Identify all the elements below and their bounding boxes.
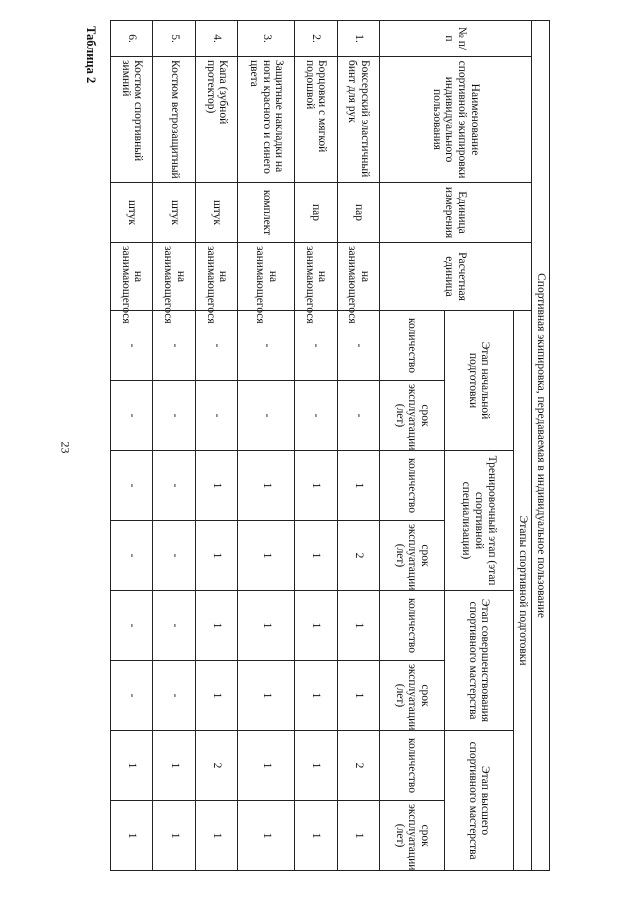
row-name: Костюм спортивный зимний [111, 57, 154, 183]
row-value: 2 [195, 731, 237, 801]
row-value: - [337, 381, 379, 451]
header-stage-1: Этап начальной подготовки [444, 311, 513, 451]
sub-term: срок эксплуатации (лет) [380, 661, 445, 731]
row-value: - [153, 521, 195, 591]
row-value: 1 [337, 801, 379, 871]
row-unit: штук [153, 183, 195, 243]
sub-qty: количество [380, 731, 445, 801]
row-value: 1 [295, 591, 337, 661]
row-value: 2 [337, 521, 379, 591]
page-number: 23 [58, 441, 73, 454]
table-row [153, 21, 195, 871]
row-value: 1 [195, 591, 237, 661]
row-value: 1 [337, 591, 379, 661]
row-calc: на занимающегося [195, 243, 237, 311]
header-stages-title: Этапы спортивной подготовки [513, 311, 531, 871]
row-name: Борцовки с мягкой подошвой [295, 57, 337, 183]
row-value: 1 [238, 451, 295, 521]
row-name: Капа (зубной протектор) [195, 57, 237, 183]
row-name: Защитные накладки на ноги красного и синего цвета [238, 57, 295, 183]
row-value: 1 [111, 731, 154, 801]
row-calc: на занимающегося [337, 243, 379, 311]
row-value: 1 [238, 591, 295, 661]
table-row [111, 21, 154, 871]
sub-qty: количество [380, 591, 445, 661]
row-value: - [111, 311, 154, 381]
header-unit: Единица измерения [380, 183, 532, 243]
row-unit: штук [111, 183, 154, 243]
row-value: 1 [195, 801, 237, 871]
row-value: - [195, 311, 237, 381]
row-value: 1 [295, 451, 337, 521]
row-number: 2. [295, 21, 337, 57]
row-value: - [111, 661, 154, 731]
sub-qty: количество [380, 451, 445, 521]
table-rotated-wrapper [110, 20, 550, 870]
row-value: - [111, 591, 154, 661]
row-calc: на занимающегося [111, 243, 154, 311]
row-value: - [153, 661, 195, 731]
table-row [295, 21, 337, 871]
row-calc: на занимающегося [238, 243, 295, 311]
sub-term: срок эксплуатации (лет) [380, 521, 445, 591]
row-number: 3. [238, 21, 295, 57]
table-label: Таблица 2 [84, 26, 98, 84]
row-value: 1 [195, 451, 237, 521]
row-unit: пар [295, 183, 337, 243]
row-unit: пар [337, 183, 379, 243]
row-value: 1 [195, 521, 237, 591]
row-value: 1 [111, 801, 154, 871]
sub-term: срок эксплуатации (лет) [380, 381, 445, 451]
row-name: Костюм ветрозащитный [153, 57, 195, 183]
row-value: - [153, 451, 195, 521]
row-value: 1 [153, 731, 195, 801]
row-value: 1 [153, 801, 195, 871]
row-value: 1 [238, 801, 295, 871]
row-number: 5. [153, 21, 195, 57]
row-value: - [153, 311, 195, 381]
row-value: 1 [295, 521, 337, 591]
row-value: - [337, 311, 379, 381]
header-stage-4: Этап высшего спортивного мастерства [444, 731, 513, 871]
row-value: - [111, 521, 154, 591]
row-value: 2 [337, 731, 379, 801]
header-stage-3: Этап совершенствования спортивного мастерства [444, 591, 513, 731]
equipment-table [110, 20, 550, 871]
sub-qty: количество [380, 311, 445, 381]
row-value: 1 [238, 731, 295, 801]
row-value: - [238, 381, 295, 451]
row-value: 1 [295, 801, 337, 871]
row-calc: на занимающегося [295, 243, 337, 311]
row-number: 4. [195, 21, 237, 57]
row-value: - [238, 311, 295, 381]
row-value: 1 [337, 451, 379, 521]
header-calc: Расчетная единица [380, 243, 532, 311]
row-unit: комплект [238, 183, 295, 243]
table-row [195, 21, 237, 871]
row-number: 1. [337, 21, 379, 57]
row-value: 1 [195, 661, 237, 731]
row-value: - [111, 381, 154, 451]
table-row [238, 21, 295, 871]
table-body [111, 21, 380, 871]
header-num: № п/п [380, 21, 532, 57]
row-name: Боксерский эластичный бинт для рук [337, 57, 379, 183]
header-name: Наименование спортивной экипировки индивидуального пользования [380, 57, 532, 183]
row-value: 1 [337, 661, 379, 731]
table-row [337, 21, 379, 871]
row-unit: штук [195, 183, 237, 243]
row-value: - [295, 311, 337, 381]
row-value: - [111, 451, 154, 521]
row-value: - [153, 591, 195, 661]
row-value: 1 [238, 661, 295, 731]
row-calc: на занимающегося [153, 243, 195, 311]
row-value: - [295, 381, 337, 451]
row-value: 1 [295, 661, 337, 731]
header-group-title: Спортивная экипировка, передаваемая в индивидуальное пользование [531, 21, 549, 871]
row-number: 6. [111, 21, 154, 57]
row-value: 1 [295, 731, 337, 801]
row-value: - [153, 381, 195, 451]
sub-term: срок эксплуатации (лет) [380, 801, 445, 871]
header-stage-2: Тренировочный этап (этап спортивной специализации) [444, 451, 513, 591]
row-value: - [195, 381, 237, 451]
row-value: 1 [238, 521, 295, 591]
